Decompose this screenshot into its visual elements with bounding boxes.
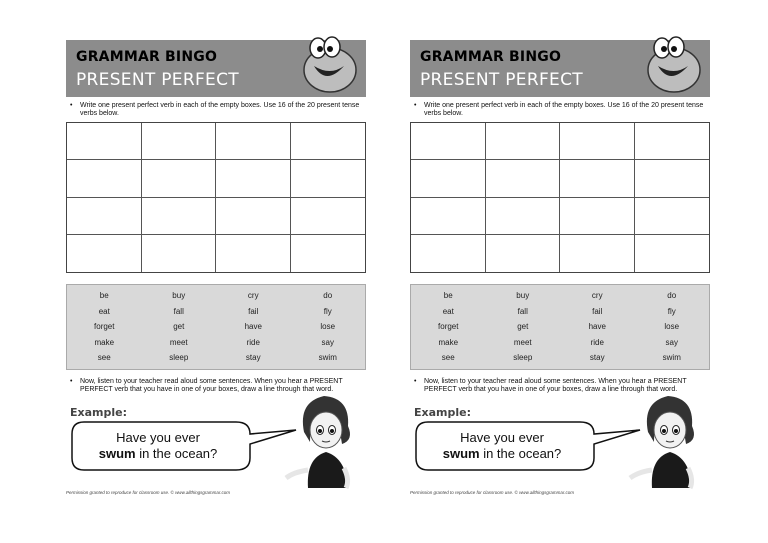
worksheet-right: [410, 40, 710, 500]
bingo-box[interactable]: [67, 123, 142, 160]
verb-word: swim: [318, 353, 337, 363]
bingo-box[interactable]: [67, 198, 142, 235]
bingo-box[interactable]: [411, 123, 486, 160]
girl-character-icon: [284, 392, 366, 490]
worksheet-subtitle: PRESENT PERFECT: [420, 70, 583, 90]
bingo-grid: [410, 122, 710, 273]
bingo-box[interactable]: [291, 160, 366, 197]
bingo-box[interactable]: [291, 123, 366, 160]
verb-word: make: [438, 337, 459, 347]
verb-word: fall: [173, 306, 184, 316]
verb-word: meet: [169, 337, 188, 347]
verb-word: eat: [98, 306, 110, 316]
bingo-box[interactable]: [216, 123, 291, 160]
bingo-box[interactable]: [142, 235, 217, 272]
verb-word: lose: [664, 322, 680, 332]
verb-word: forget: [438, 322, 459, 332]
bubble-line-1: Have you ever: [460, 430, 544, 445]
verb-word: cry: [591, 291, 603, 300]
instruction-listen: • Now, listen to your teacher read aloud some sentences. When you hear a PRESENT PERFECT verb that you have in one of your boxes, draw a line through that word.: [70, 378, 343, 393]
bubble-line-1: Have you ever: [116, 430, 200, 445]
verb-word: stay: [589, 353, 605, 363]
girl-character-icon: [628, 392, 710, 490]
worksheet-title: GRAMMAR BINGO: [76, 49, 218, 65]
bullet-icon: •: [70, 102, 73, 109]
bingo-box[interactable]: [635, 123, 710, 160]
bingo-box[interactable]: [560, 198, 635, 235]
bingo-box[interactable]: [560, 160, 635, 197]
verb-word: sleep: [513, 353, 533, 363]
bingo-box[interactable]: [486, 160, 561, 197]
verb-list: [66, 284, 366, 370]
verb-word: get: [517, 322, 529, 332]
verb-word: swim: [662, 353, 681, 363]
verb-list: [410, 284, 710, 370]
verb-word: ride: [590, 337, 604, 347]
bullet-icon: •: [414, 102, 417, 109]
bingo-box[interactable]: [216, 235, 291, 272]
verb-word: fail: [248, 306, 259, 316]
speech-bubble: [70, 420, 256, 470]
verb-word: meet: [513, 337, 532, 347]
instruction-fill-boxes: • Write one present perfect verb in each of the empty boxes. Use 16 of the 20 present tense verbs below.: [414, 102, 704, 117]
speech-bubble: [414, 420, 600, 470]
footer-copyright: Permission granted to reproduce for classroom use. © www.allthingsgrammar.com: [410, 490, 574, 495]
verb-word: get: [173, 322, 185, 332]
bingo-box[interactable]: [67, 235, 142, 272]
bullet-icon: •: [414, 378, 417, 385]
example-label: Example:: [414, 406, 471, 419]
bubble-line-2: swum in the ocean?: [442, 446, 562, 461]
verb-word: say: [321, 337, 334, 347]
verb-word: ride: [246, 337, 260, 347]
footer-copyright: Permission granted to reproduce for classroom use. © www.allthingsgrammar.com: [66, 490, 230, 495]
instruction-listen: • Now, listen to your teacher read aloud some sentences. When you hear a PRESENT PERFECT verb that you have in one of your boxes, draw a line through that word.: [414, 378, 687, 393]
bingo-box[interactable]: [142, 160, 217, 197]
worksheet-title: GRAMMAR BINGO: [420, 49, 562, 65]
worksheet-subtitle: PRESENT PERFECT: [76, 70, 239, 90]
example-label: Example:: [70, 406, 127, 419]
bullet-icon: •: [70, 378, 73, 385]
instruction-fill-boxes: • Write one present perfect verb in each of the empty boxes. Use 16 of the 20 present tense verbs below.: [70, 102, 360, 117]
bingo-box[interactable]: [560, 123, 635, 160]
verb-word: do: [323, 291, 333, 300]
worksheet-left: [66, 40, 366, 500]
bingo-box[interactable]: [67, 160, 142, 197]
verb-word: be: [99, 291, 109, 300]
smiley-mascot-icon: [640, 36, 702, 94]
verb-word: lose: [320, 322, 336, 332]
bubble-line-2: swum in the ocean?: [98, 446, 218, 461]
bingo-box[interactable]: [486, 198, 561, 235]
verb-word: make: [94, 337, 115, 347]
bingo-box[interactable]: [216, 198, 291, 235]
bingo-box[interactable]: [486, 235, 561, 272]
verb-word: see: [97, 353, 111, 363]
bingo-box[interactable]: [216, 160, 291, 197]
bingo-box[interactable]: [142, 198, 217, 235]
bingo-box[interactable]: [411, 235, 486, 272]
title-banner: [66, 40, 366, 97]
verb-word: do: [667, 291, 677, 300]
bingo-box[interactable]: [411, 160, 486, 197]
verb-word: stay: [245, 353, 261, 363]
bingo-grid: [66, 122, 366, 273]
verb-word: see: [441, 353, 455, 363]
verb-word: buy: [516, 291, 530, 300]
bingo-box[interactable]: [486, 123, 561, 160]
bingo-box[interactable]: [291, 235, 366, 272]
verb-word: have: [588, 322, 606, 332]
verb-word: eat: [442, 306, 454, 316]
verb-word: sleep: [169, 353, 189, 363]
verb-word: fall: [517, 306, 528, 316]
verb-word: forget: [94, 322, 115, 332]
smiley-mascot-icon: [296, 36, 358, 94]
verb-word: say: [665, 337, 678, 347]
bingo-box[interactable]: [411, 198, 486, 235]
bingo-box[interactable]: [291, 198, 366, 235]
bingo-box[interactable]: [560, 235, 635, 272]
verb-word: be: [443, 291, 453, 300]
verb-word: cry: [247, 291, 259, 300]
verb-word: fail: [592, 306, 603, 316]
bingo-box[interactable]: [635, 198, 710, 235]
verb-word: fly: [323, 306, 332, 316]
verb-word: have: [244, 322, 262, 332]
verb-word: fly: [667, 306, 676, 316]
bingo-box[interactable]: [635, 235, 710, 272]
title-banner: [410, 40, 710, 97]
bingo-box[interactable]: [635, 160, 710, 197]
verb-word: buy: [172, 291, 186, 300]
bingo-box[interactable]: [142, 123, 217, 160]
